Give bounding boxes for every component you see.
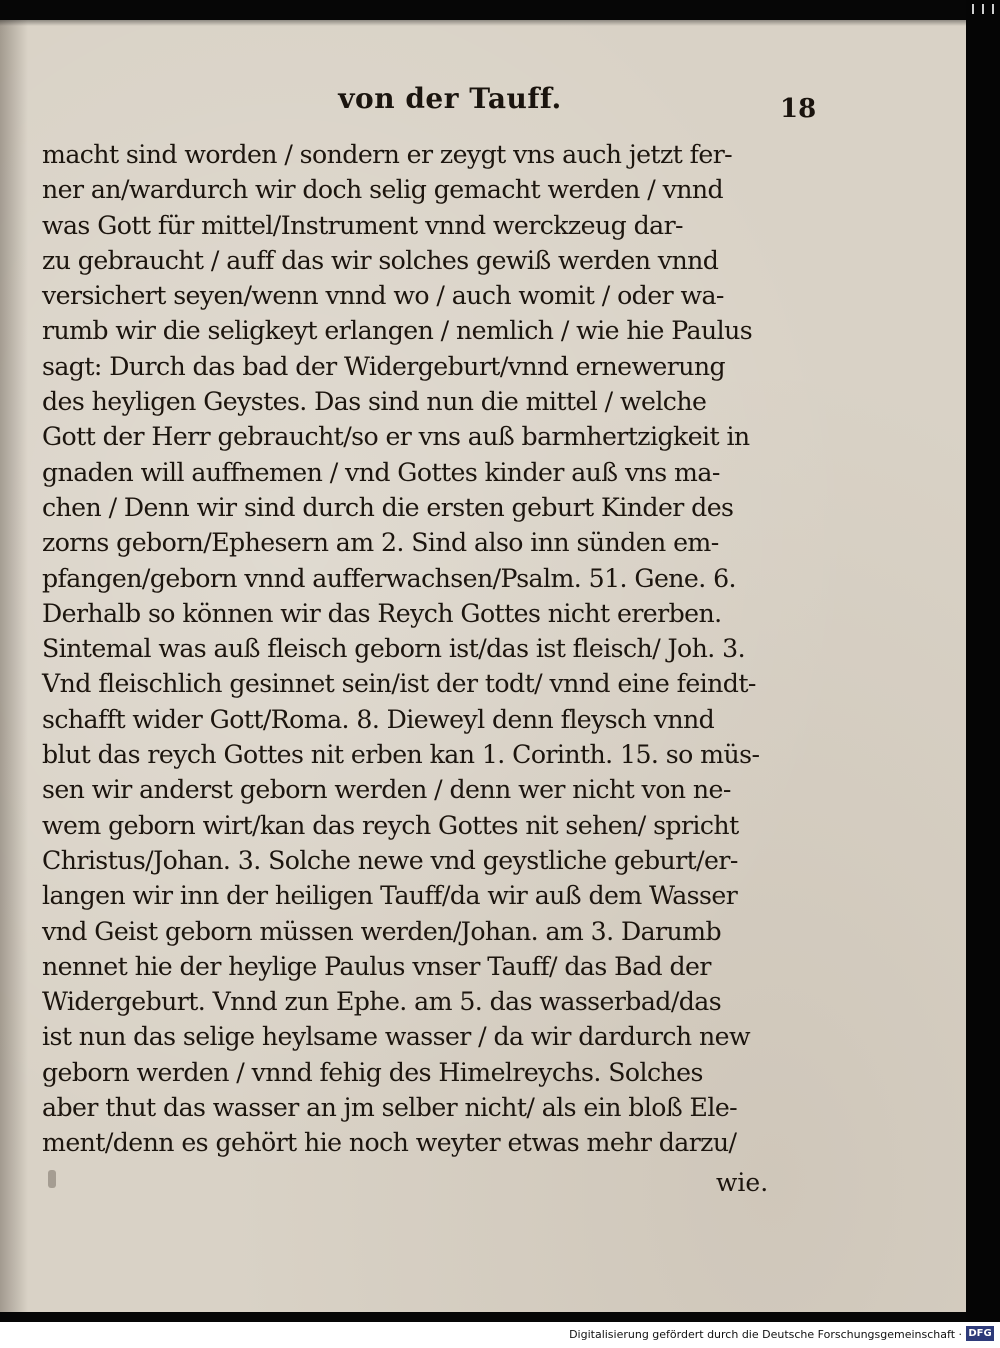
text-line: nennet hie der heylige Paulus vnser Tauff/ das Bad der [42, 951, 711, 982]
text-line: schafft wider Gott/Roma. 8. Dieweyl denn fleysch vnnd [42, 704, 715, 735]
text-line: Vnd fleischlich gesinnet sein/ist der todt/ vnnd eine feindt- [42, 669, 756, 700]
page-gutter-shadow [0, 20, 28, 1312]
text-line: blut das reych Gottes nit erben kan 1. Corinth. 15. so müs- [42, 740, 760, 771]
scale-tick [992, 4, 994, 14]
book-page [0, 20, 966, 1312]
running-head: von der Tauff. [338, 82, 562, 115]
body-text [42, 138, 802, 1162]
text-line: macht sind worden / sondern er zeygt vns auch jetzt fer- [42, 140, 733, 170]
text-line: rumb wir die seligkeyt erlangen / nemlich / wie hie Paulus [42, 316, 753, 347]
text-line: sen wir anderst geborn werden / denn wer nicht von ne- [42, 775, 731, 806]
text-line: Christus/Johan. 3. Solche newe vnd geystliche geburt/er- [42, 845, 738, 876]
text-line: Derhalb so können wir das Reych Gottes nicht ererben. [42, 598, 722, 629]
footer-bar [0, 1322, 1000, 1348]
text-line: des heyligen Geystes. Das sind nun die mittel / welche [42, 387, 707, 418]
scan-right-margin [966, 0, 1000, 1322]
text-line: sagt: Durch das bad der Widergeburt/vnnd ernewerung [42, 351, 726, 382]
page-number: 18 [780, 94, 817, 124]
paper-stain [48, 1170, 56, 1188]
text-line: vnd Geist geborn müssen werden/Johan. am 3. Darumb [42, 916, 722, 947]
text-line: zu gebraucht / auff das wir solches gewiß werden vnnd [42, 245, 719, 276]
text-line: aber thut das wasser an jm selber nicht/ als ein bloß Ele- [42, 1093, 738, 1124]
text-line: zorns geborn/Ephesern am 2. Sind also inn sünden em- [42, 528, 719, 559]
text-line: ner an/wardurch wir doch selig gemacht werden / vnnd [42, 175, 724, 206]
text-line: gnaden will auffnemen / vnd Gottes kinder auß vns ma- [42, 457, 720, 488]
text-line: wem geborn wirt/kan das reych Gottes nit sehen/ spricht [42, 810, 739, 841]
scale-tick [982, 4, 984, 14]
text-line: ist nun das selige heylsame wasser / da wir dardurch new [42, 1022, 750, 1053]
footer-credit: Digitalisierung gefördert durch die Deutsche Forschungsgemeinschaft · [569, 1328, 962, 1341]
dfg-logo-icon: DFG [966, 1326, 994, 1341]
text-line: Sintemal was auß fleisch geborn ist/das ist fleisch/ Joh. 3. [42, 634, 746, 665]
scale-tick [972, 4, 974, 14]
text-line: geborn werden / vnnd fehig des Himelreychs. Solches [42, 1057, 703, 1088]
text-line: Gott der Herr gebraucht/so er vns auß barmhertzigkeit in [42, 422, 750, 453]
text-line: versichert seyen/wenn vnnd wo / auch womit / oder wa- [42, 281, 724, 312]
text-line: chen / Denn wir sind durch die ersten geburt Kinder des [42, 492, 734, 523]
text-line: langen wir inn der heiligen Tauff/da wir auß dem Wasser [42, 881, 738, 912]
page-top-edge [0, 20, 966, 26]
text-line: ment/denn es gehört hie noch weyter etwas mehr darzu/ [42, 1128, 737, 1159]
catchword: wie. [716, 1168, 769, 1197]
text-line: pfangen/geborn vnnd aufferwachsen/Psalm. 51. Gene. 6. [42, 563, 736, 594]
text-line: was Gott für mittel/Instrument vnnd werckzeug dar- [42, 210, 683, 241]
text-line: Widergeburt. Vnnd zun Ephe. am 5. das wasserbad/das [42, 987, 722, 1018]
